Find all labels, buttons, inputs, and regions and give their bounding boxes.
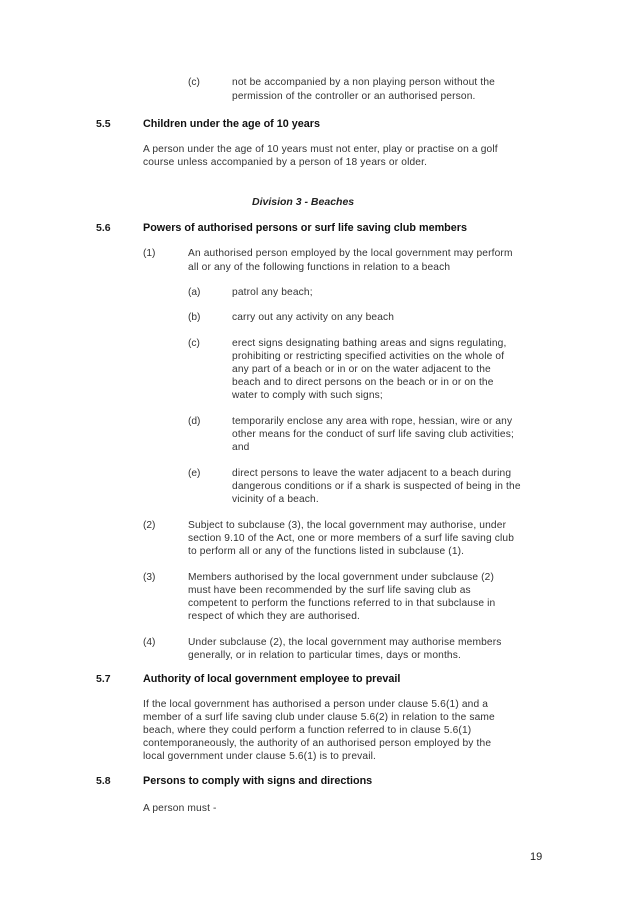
paragraph-line: section 9.10 of the Act, one or more members of a surf life saving club (188, 533, 515, 544)
paragraph-line: contemporaneously, the authority of an authorised person employed by the (143, 738, 492, 749)
paragraph-line: beach, where they could perform a function referred to in clause 5.6(1) (143, 725, 472, 736)
section-heading: Children under the age of 10 years (143, 118, 320, 130)
item-label: (c) (188, 338, 200, 349)
section-number: 5.6 (96, 222, 111, 234)
paragraph-line: Members authorised by the local government under subclause (2) (188, 572, 495, 583)
item-line: temporarily enclose any area with rope, hessian, wire or any (232, 416, 513, 427)
item-line: any part of a beach or in or on the water adjacent to the (232, 364, 491, 375)
item-line: water to comply with such signs; (232, 390, 383, 401)
item-line: other means for the conduct of surf life saving club activities; (232, 429, 514, 440)
item-line: beach and to direct persons on the beach or in or on the (232, 377, 494, 388)
subclause-label: (3) (143, 572, 156, 583)
page-number: 19 (530, 851, 543, 863)
paragraph-line: Under subclause (2), the local government may authorise members (188, 637, 502, 648)
paragraph-line: Subject to subclause (3), the local government may authorise, under (188, 520, 507, 531)
division-title: Division 3 - Beaches (252, 196, 355, 208)
item-line: vicinity of a beach. (232, 494, 319, 505)
paragraph-line: A person must - (143, 803, 217, 814)
paragraph-line: member of a surf life saving club under clause 5.6(2) in relation to the same (143, 712, 495, 723)
paragraph-line: If the local government has authorised a person under clause 5.6(1) and a (143, 699, 489, 710)
item-line: and (232, 442, 250, 453)
section-number: 5.7 (96, 673, 111, 685)
subclause-label: (2) (143, 520, 156, 531)
paragraph-line: all or any of the following functions in relation to a beach (188, 262, 451, 273)
item-label: (b) (188, 312, 201, 323)
item-line: patrol any beach; (232, 287, 313, 298)
section-number: 5.5 (96, 118, 111, 130)
item-line: erect signs designating bathing areas and signs regulating, (232, 338, 507, 349)
paragraph-line: A person under the age of 10 years must not enter, play or practise on a golf (143, 144, 498, 155)
subclause-label: (1) (143, 248, 156, 259)
section-heading: Powers of authorised persons or surf life saving club members (143, 222, 467, 234)
item-line: dangerous conditions or if a shark is suspected of being in the (232, 481, 521, 492)
paragraph-line: must have been recommended by the surf life saving club as (188, 585, 471, 596)
item-label: (e) (188, 468, 201, 479)
paragraph-line: competent to perform the functions referred to in that subclause in (188, 598, 496, 609)
paragraph-line: to perform all or any of the functions listed in subclause (1). (188, 546, 465, 557)
paragraph-line: generally, or in relation to particular times, days or months. (188, 650, 461, 661)
item-line: prohibiting or restricting specified activities on the whole of (232, 351, 505, 362)
paragraph-line: local government under clause 5.6(1) is to prevail. (143, 751, 377, 762)
item-line: carry out any activity on any beach (232, 312, 395, 323)
paragraph-line: An authorised person employed by the local government may perform (188, 248, 513, 259)
item-label: (d) (188, 416, 201, 427)
subclause-label: (4) (143, 637, 156, 648)
item-label: (a) (188, 287, 201, 298)
section-heading: Authority of local government employee to prevail (143, 673, 401, 685)
item-line: not be accompanied by a non playing person without the (232, 77, 495, 88)
section-number: 5.8 (96, 775, 111, 787)
item-line: direct persons to leave the water adjacent to a beach during (232, 468, 512, 479)
section-heading: Persons to comply with signs and directions (143, 775, 373, 787)
item-line: permission of the controller or an authorised person. (232, 91, 476, 102)
paragraph-line: course unless accompanied by a person of 18 years or older. (143, 157, 428, 168)
item-label: (c) (188, 77, 200, 88)
paragraph-line: respect of which they are authorised. (188, 611, 361, 622)
